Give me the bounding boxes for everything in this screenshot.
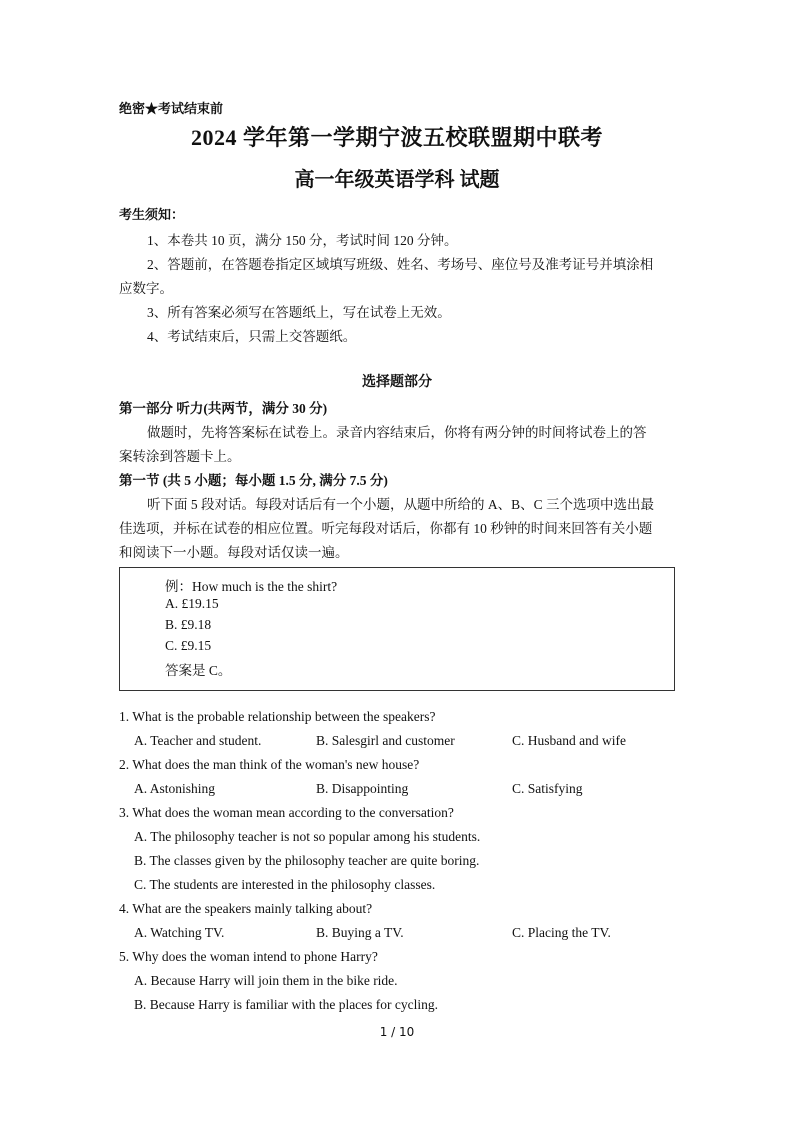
example-option: B. £9.18 [165,617,212,632]
question-2: 2. What does the man think of the woman's new house? [119,757,420,772]
notice-item: 1、本卷共 10 页，满分 150 分，考试时间 120 分钟。 [147,233,458,248]
notice-item-cont: 应数字。 [119,281,173,296]
question-5: 5. Why does the woman intend to phone Harry? [119,949,378,964]
part1-instruction: 做题时，先将答案标在试卷上。录音内容结束后，你将有两分钟的时间将试卷上的答 [147,425,647,440]
notice-heading: 考生须知： [119,207,185,222]
option: A. Watching TV. [134,925,225,940]
part1-title: 第一部分 听力(共两节，满分 30 分) [119,401,328,416]
subsection1-instruction: 佳选项，并标在试卷的相应位置。听完每段对话后，你都有 10 秒钟的时间来回答有关小题 [119,521,653,536]
option: A. Astonishing [134,781,216,796]
option: B. Buying a TV. [316,925,404,940]
option: B. The classes given by the philosophy teacher are quite boring. [134,853,480,868]
section-title: 选择题部分 [362,375,432,390]
subsection1-instruction: 听下面 5 段对话。每段对话后有一个小题，从题中所给的 A、B、C 三个选项中选出最 [147,497,655,512]
notice-item: 4、考试结束后，只需上交答题纸。 [147,329,357,344]
option: A. Teacher and student. [134,733,262,748]
example-option: A. £19.15 [165,596,219,611]
notice-item: 2、答题前，在答题卷指定区域填写班级、姓名、考场号、座位号及准考证号并填涂相 [147,257,654,272]
subsection1-title: 第一节 (共 5 小题；每小题 1.5 分, 满分 7.5 分) [119,473,388,488]
example-answer: 答案是 C。 [165,663,232,678]
question-1: 1. What is the probable relationship between the speakers? [119,709,436,724]
part1-instruction: 案转涂到答题卡上。 [119,449,241,464]
exam-title: 2024 学年第一学期宁波五校联盟期中联考 [190,125,603,150]
option: B. Because Harry is familiar with the places for cycling. [134,997,439,1012]
example-option: C. £9.15 [165,638,212,653]
exam-subtitle: 高一年级英语学科 试题 [294,169,500,191]
option: B. Salesgirl and customer [316,733,455,748]
option: C. Placing the TV. [512,925,611,940]
confidential-label: 绝密★考试结束前 [119,101,224,116]
option: C. The students are interested in the philosophy classes. [134,877,436,892]
option: B. Disappointing [316,781,409,796]
example-question: 例：How much is the the shirt? [165,579,338,594]
question-3: 3. What does the woman mean according to the conversation? [119,805,454,820]
option: C. Husband and wife [512,733,626,748]
option: A. Because Harry will join them in the bike ride. [134,973,398,988]
example-box [119,567,675,691]
notice-item: 3、所有答案必须写在答题纸上，写在试卷上无效。 [147,305,451,320]
question-4: 4. What are the speakers mainly talking about? [119,901,373,916]
page-number: 1 / 10 [379,1025,415,1039]
option: A. The philosophy teacher is not so popular among his students. [134,829,481,844]
option: C. Satisfying [512,781,583,796]
subsection1-instruction: 和阅读下一小题。每段对话仅读一遍。 [119,545,349,560]
